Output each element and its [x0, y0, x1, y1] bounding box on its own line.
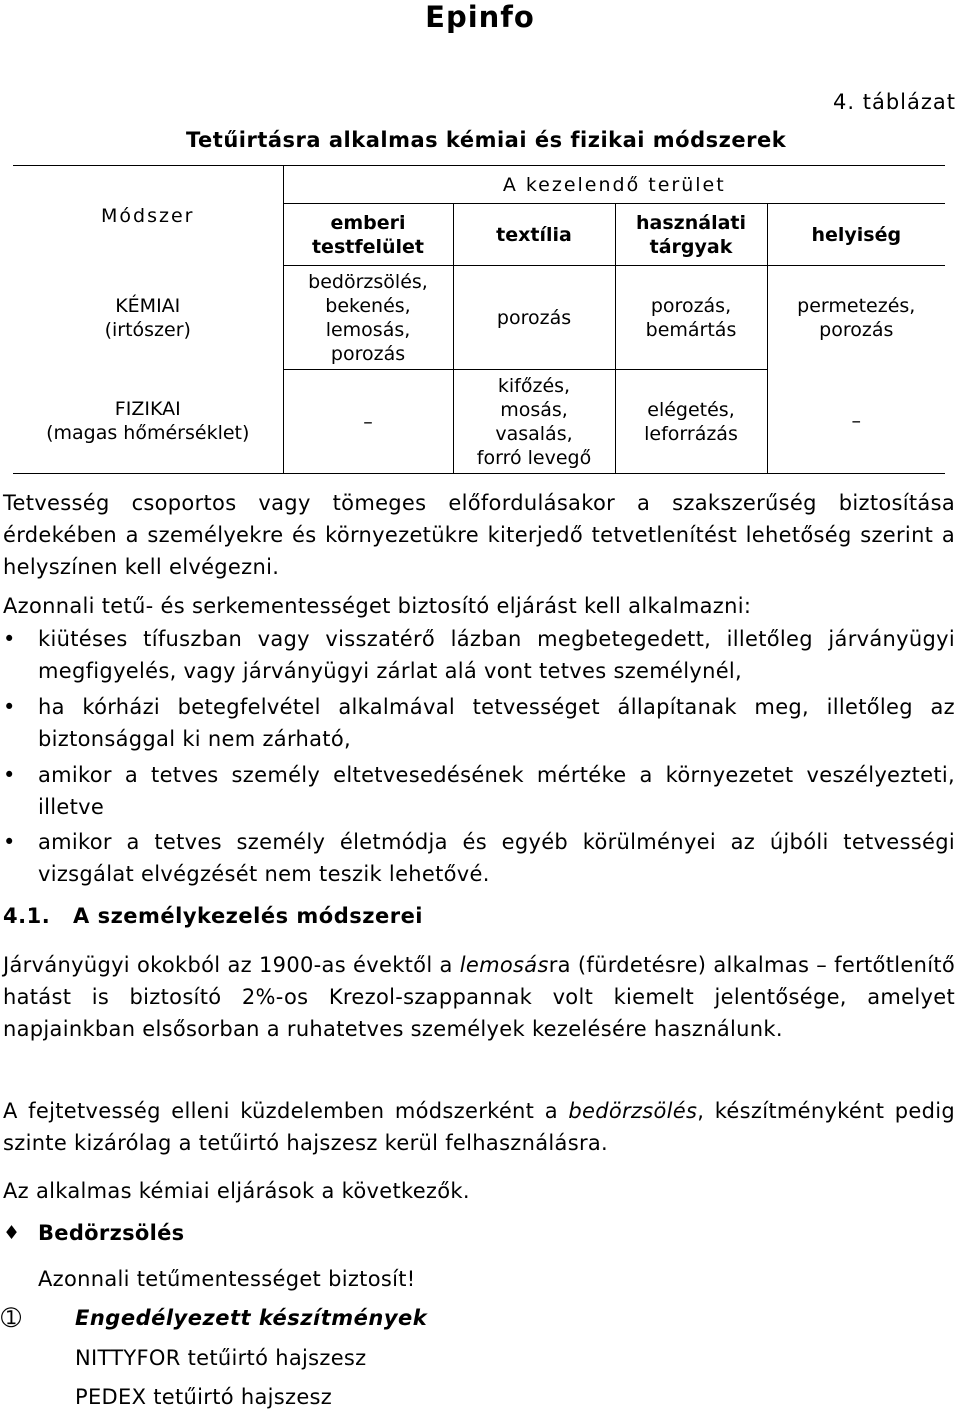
bullet-icon: •	[3, 830, 16, 854]
cell-chemical-room: permetezés, porozás	[767, 266, 945, 370]
paragraph-washing: Járványügyi okokból az 1900-as évektől a lemosásra (fürdetésre) alkalmas – fertőtlenítő hatást is biztosító 2%-os Krezol-szappannak volt kiemelt jelentősége, amelyet napjainkban elsősorban a ruhatetves személyek kezelésére használunk.	[3, 953, 956, 1041]
cell-chemical-objects: porozás, bemártás	[615, 266, 767, 370]
diamond-icon: ♦	[3, 1222, 21, 1244]
note-immediate: Azonnali tetűmentességet biztosít!	[38, 1267, 416, 1291]
product-item: NITTYFOR tetűirtó hajszesz	[75, 1346, 367, 1370]
column-header-textile: textília	[453, 204, 615, 266]
paragraph-infestation: Tetvesség csoportos vagy tömeges előfordulásakor a szakszerűség biztosítása érdekében a személyekre és környezetükre kiterjedő tetvetlenítést lehetőség szerint a helyszínen kell elvégezni.	[3, 491, 955, 579]
cell-chemical-textile: porozás	[453, 266, 615, 370]
bullet-icon: •	[3, 695, 16, 719]
section-heading	[3, 904, 423, 928]
bullet-icon: •	[3, 763, 16, 787]
cell-physical-room: –	[767, 370, 945, 474]
circled-one-icon: ➀	[1, 1304, 22, 1332]
product-item: PEDEX tetűirtó hajszesz	[75, 1385, 333, 1409]
area-header: A kezelendő terület	[283, 166, 945, 204]
column-header-room: helyiség	[767, 204, 945, 266]
bullet-item: • amikor a tetves személy eltetvesedésének mértéke a környezetet veszélyezteti, illetve	[3, 759, 955, 823]
cell-chemical-skin: bedörzsölés, bekenés, lemosás, porozás	[283, 266, 453, 370]
bullet-item: • kiütéses tífuszban vagy visszatérő lázban megbetegedett, illetőleg járványügyi megfigyelés, vagy járványügyi zárlat alá vont tetves személynél,	[3, 623, 955, 687]
table-number: 4. táblázat	[833, 90, 956, 114]
subheading-rubbing: Bedörzsölés	[38, 1221, 185, 1245]
paragraph-rubbing: A fejtetvesség elleni küzdelemben módszerként a bedörzsölés, készítményként pedig szinte kizárólag a tetűirtó hajszesz kerül felhasználásra.	[3, 1099, 955, 1155]
column-header-skin: emberi testfelület	[283, 204, 453, 266]
bullet-item: • ha kórházi betegfelvétel alkalmával tetvességet állapítanak meg, illetőleg az biztonsággal ki nem zárható,	[3, 691, 955, 755]
epinfo-logo: Epinfo	[425, 0, 535, 34]
section-title: A személykezelés módszerei	[73, 904, 424, 928]
paragraph-immediate: Azonnali tetű- és serkementességet biztosító eljárást kell alkalmazni:	[3, 594, 752, 618]
row-label-chemical: KÉMIAI (irtószer)	[13, 266, 283, 370]
cell-physical-objects: elégetés, leforrázás	[615, 370, 767, 474]
column-header-objects: használati tárgyak	[615, 204, 767, 266]
method-header: Módszer	[13, 166, 283, 266]
bullet-icon: •	[3, 627, 16, 651]
row-label-physical: FIZIKAI (magas hőmérséklet)	[13, 370, 283, 474]
products-heading: Engedélyezett készítmények	[75, 1306, 428, 1330]
section-number: 4.1.	[3, 904, 51, 928]
methods-table	[13, 165, 945, 474]
cell-physical-textile: kifőzés, mosás, vasalás, forró levegő	[453, 370, 615, 474]
paragraph-methods: Az alkalmas kémiai eljárások a következők.	[3, 1179, 470, 1203]
table-title: Tetűirtásra alkalmas kémiai és fizikai módszerek	[186, 128, 787, 152]
bullet-item: • amikor a tetves személy életmódja és egyéb körülményei az újbóli tetvességi vizsgálat elvégzését nem teszik lehetővé.	[3, 826, 955, 890]
cell-physical-skin: –	[283, 370, 453, 474]
